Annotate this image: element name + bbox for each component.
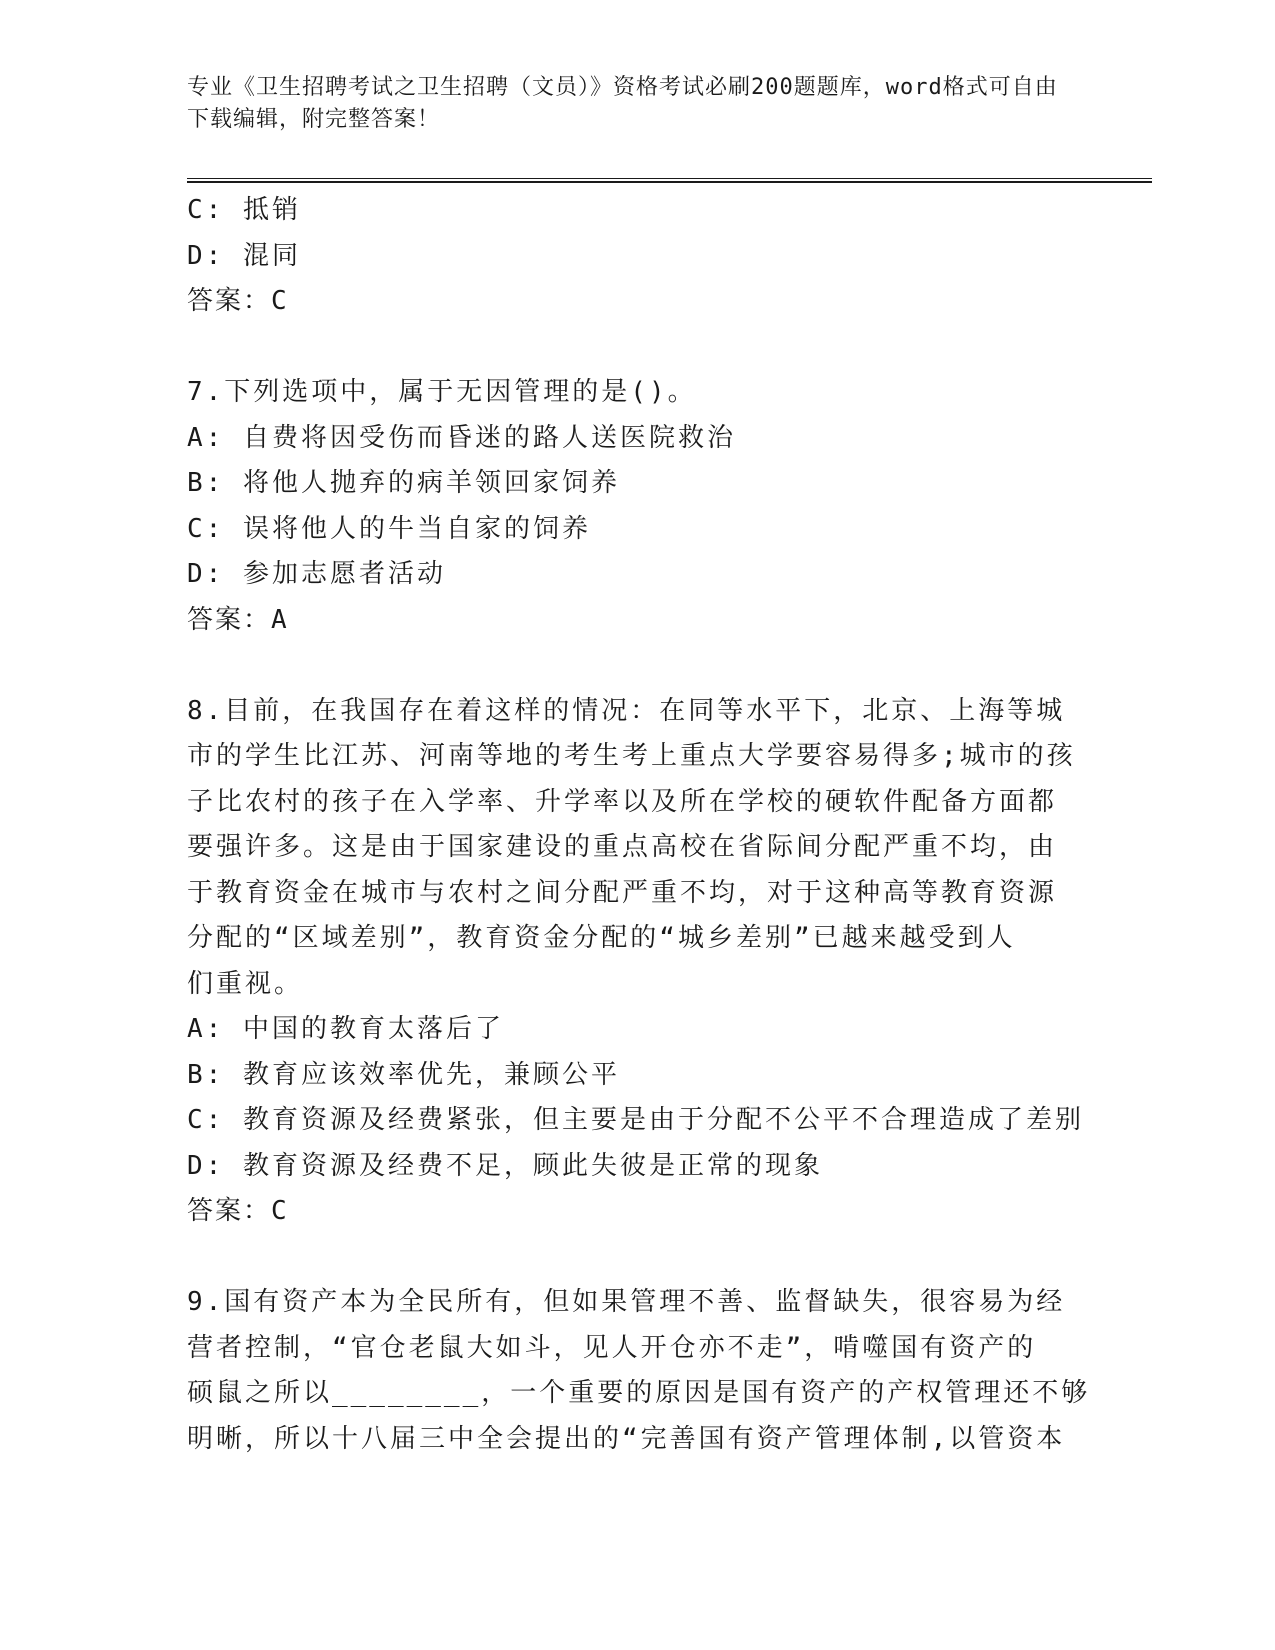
answer: 答案：C xyxy=(187,286,289,316)
option-d: D: 教育资源及经费不足，顾此失彼是正常的现象 xyxy=(187,1150,823,1181)
question-stem-line: 子比农村的孩子在入学率、升学率以及所在学校的硬软件配备方面都 xyxy=(187,786,1058,817)
spacer xyxy=(187,643,1087,689)
option-c: C: 误将他人的牛当自家的饲养 xyxy=(187,513,591,544)
answer: 答案：C xyxy=(187,1196,289,1226)
question-stem: 7.下列选项中，属于无因管理的是()。 xyxy=(187,377,697,407)
question-stem-line: 市的学生比江苏、河南等地的考生考上重点大学要容易得多;城市的孩 xyxy=(187,741,1076,771)
option-d: D: 混同 xyxy=(187,240,301,271)
question-stem-line: 于教育资金在城市与农村之间分配严重不均，对于这种高等教育资源 xyxy=(187,877,1058,908)
option-d: D: 参加志愿者活动 xyxy=(187,559,446,589)
option-c: C: 抵销 xyxy=(187,195,301,225)
option-b: B: 教育应该效率优先，兼顾公平 xyxy=(187,1059,620,1090)
question-stem-line: 9.国有资产本为全民所有，但如果管理不善、监督缺失，很容易为经 xyxy=(187,1287,1066,1317)
option-a: A: 中国的教育太落后了 xyxy=(187,1014,504,1044)
question-stem-line: 分配的“区域差别”，教育资金分配的“城乡差别”已越来越受到人 xyxy=(187,923,1016,953)
option-a: A: 自费将因受伤而昏迷的路人送医院救治 xyxy=(187,422,736,453)
page-header: 专业《卫生招聘考试之卫生招聘（文员）》资格考试必刷200题题库，word格式可自由下载编辑，附完整答案！ xyxy=(187,75,1058,132)
option-b: B: 将他人抛弃的病羊领回家饲养 xyxy=(187,468,620,498)
question-stem-line: 要强许多。这是由于国家建设的重点高校在省际间分配严重不均，由 xyxy=(187,832,1058,862)
option-c: C: 教育资源及经费紧张，但主要是由于分配不公平不合理造成了差别 xyxy=(187,1105,1084,1135)
spacer xyxy=(187,325,1087,371)
question-stem-line: 们重视。 xyxy=(187,968,304,999)
question-stem-line: 明晰，所以十八届三中全会提出的“完善国有资产管理体制,以管资本 xyxy=(187,1423,1066,1454)
spacer xyxy=(187,1235,1087,1281)
document-body xyxy=(187,188,1091,1462)
question-stem-line: 硕鼠之所以________，一个重要的原因是国有资产的产权管理还不够 xyxy=(187,1378,1091,1408)
question-stem-line: 8.目前，在我国存在着这样的情况：在同等水平下，北京、上海等城 xyxy=(187,695,1066,726)
question-stem-line: 营者控制，“官仓老鼠大如斗，见人开仓亦不走”，啃噬国有资产的 xyxy=(187,1332,1037,1363)
answer: 答案：A xyxy=(187,604,289,635)
header-divider xyxy=(187,178,1152,183)
